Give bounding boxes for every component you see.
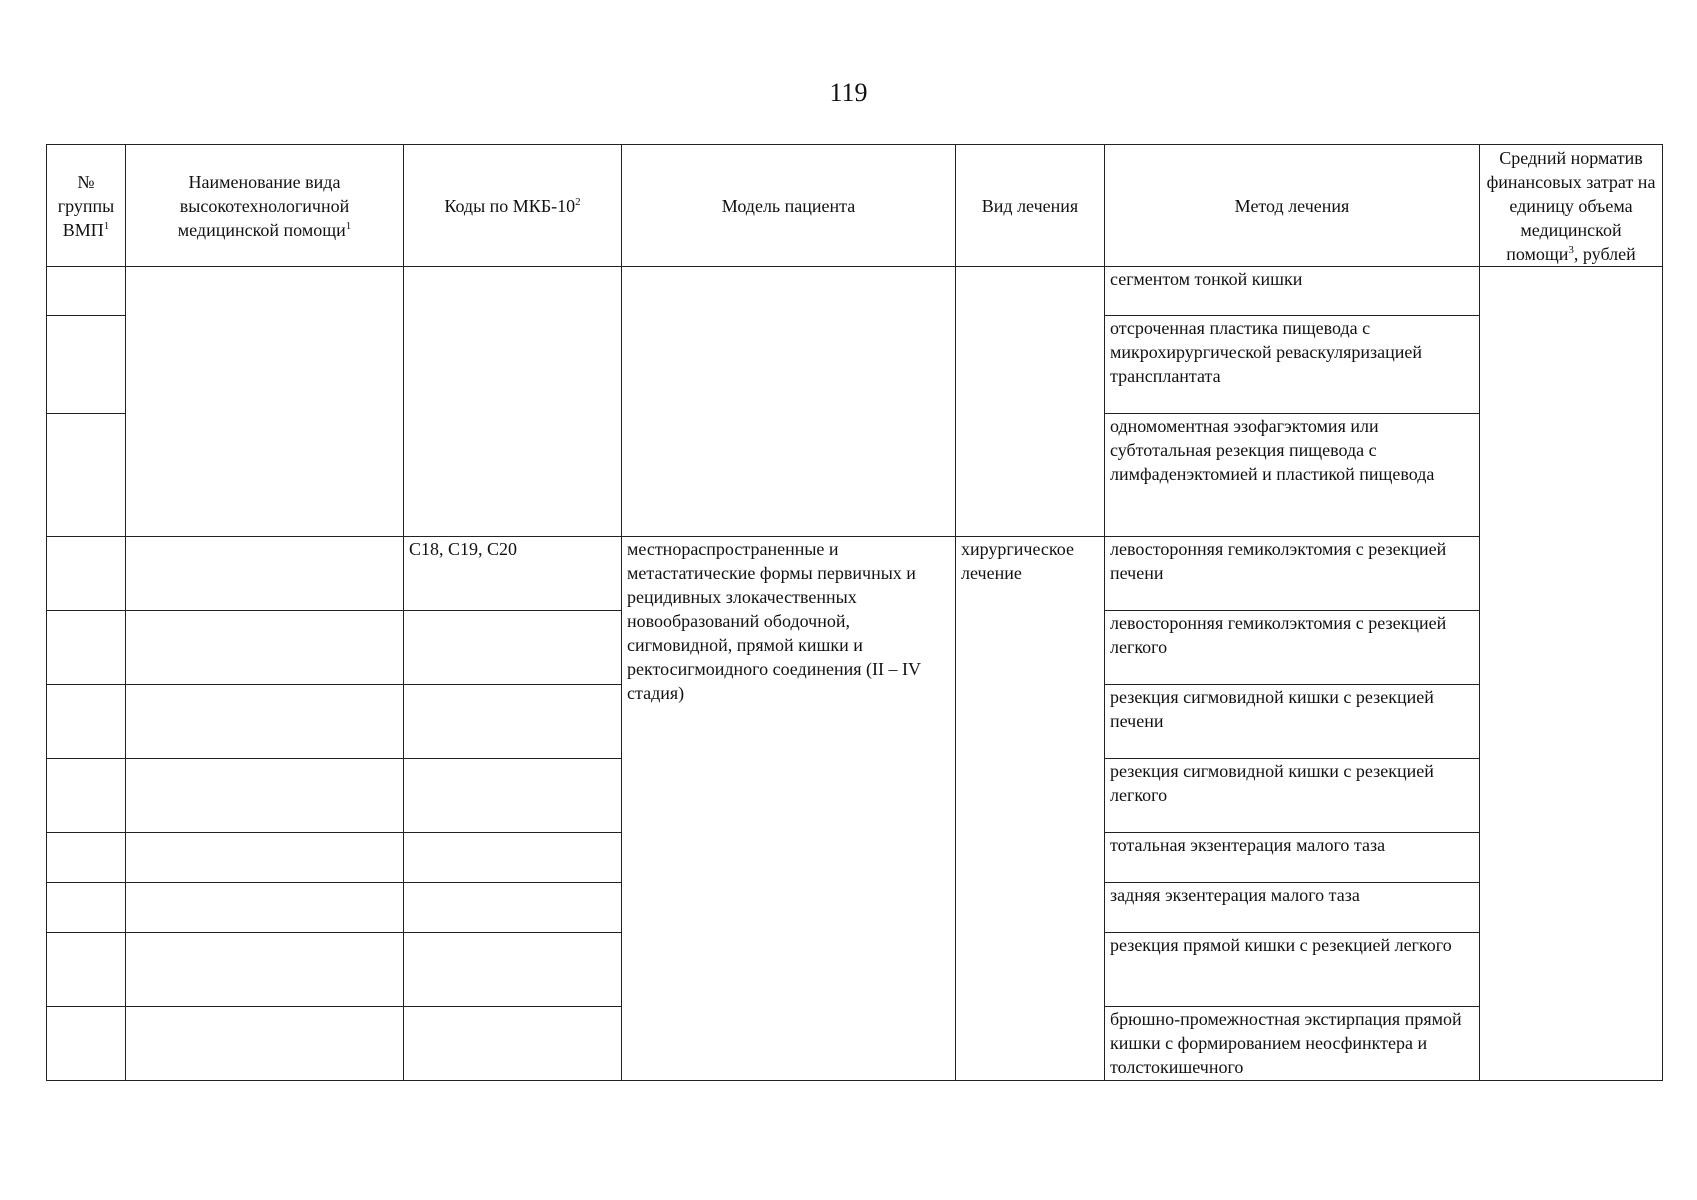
method-cell: левосторонняя гемиколэктомия с резекцией печени [1105,537,1480,611]
codes-cell [404,611,622,685]
type-name-cell [126,833,404,883]
header-group-no: № группы ВМП$^1$ [47,145,126,267]
type-name-cell [126,933,404,1007]
header-codes: Коды по МКБ-$10^2$ [404,145,622,267]
group-no-cell [47,316,126,414]
group-no-cell [47,685,126,759]
header-method: Метод лечения [1105,145,1480,267]
group-no-cell [47,759,126,833]
type-name-cell [126,685,404,759]
group-no-cell [47,414,126,537]
codes-cell [404,833,622,883]
group-no-cell [47,1007,126,1081]
model-cell [622,267,956,537]
table-header-row [47,145,1663,267]
method-cell: сегментом тонкой кишки [1105,267,1480,316]
type-name-cell [126,267,404,537]
vmp-table [46,144,1663,1081]
codes-cell [404,267,622,537]
group-no-cell [47,833,126,883]
table-row [47,267,1663,316]
codes-cell: C18, C19, C20 [404,537,622,611]
group-no-cell [47,267,126,316]
group-no-cell [47,537,126,611]
method-cell: задняя экзентерация малого таза [1105,883,1480,933]
type-name-cell [126,759,404,833]
method-cell: брюшно-промежностная экстирпация прямой кишки с формированием неосфинктера и толстокишечного [1105,1007,1480,1081]
method-cell: одномоментная эзофагэктомия или субтотальная резекция пищевода с лимфаденэктомией и пластикой пищевода [1105,414,1480,537]
codes-cell [404,685,622,759]
header-type-name: Наименование вида высокотехнологичной медицинской помощи$^1$ [126,145,404,267]
type-name-cell [126,611,404,685]
codes-cell [404,933,622,1007]
page-number: 119 [829,78,868,107]
model-cell: местнораспространенные и метастатические формы первичных и рецидивных злокачественных новообразований ободочной, сигмовидной, прямой кишки и ректосигмоидного соединения (II – IV стадия) [622,537,956,1081]
codes-cell [404,1007,622,1081]
table-row [47,537,1663,611]
type-name-cell [126,883,404,933]
method-cell: резекция сигмовидной кишки с резекцией легкого [1105,759,1480,833]
type-name-cell [126,1007,404,1081]
method-cell: резекция прямой кишки с резекцией легкого [1105,933,1480,1007]
codes-cell [404,883,622,933]
method-cell: левосторонняя гемиколэктомия с резекцией легкого [1105,611,1480,685]
header-treatment-type: Вид лечения [956,145,1105,267]
header-model: Модель пациента [622,145,956,267]
codes-cell [404,759,622,833]
norm-cell [1480,267,1663,1081]
group-no-cell [47,933,126,1007]
group-no-cell [47,611,126,685]
treatment-type-cell: хирургическое лечение [956,537,1105,1081]
treatment-type-cell [956,267,1105,537]
method-cell: отсроченная пластика пищевода с микрохирургической реваскуляризацией трансплантата [1105,316,1480,414]
header-norm: Средний норматив финансовых затрат на единицу объема медицинской помощи$^3$, рублей [1480,145,1663,267]
type-name-cell [126,537,404,611]
method-cell: резекция сигмовидной кишки с резекцией печени [1105,685,1480,759]
group-no-cell [47,883,126,933]
method-cell: тотальная экзентерация малого таза [1105,833,1480,883]
